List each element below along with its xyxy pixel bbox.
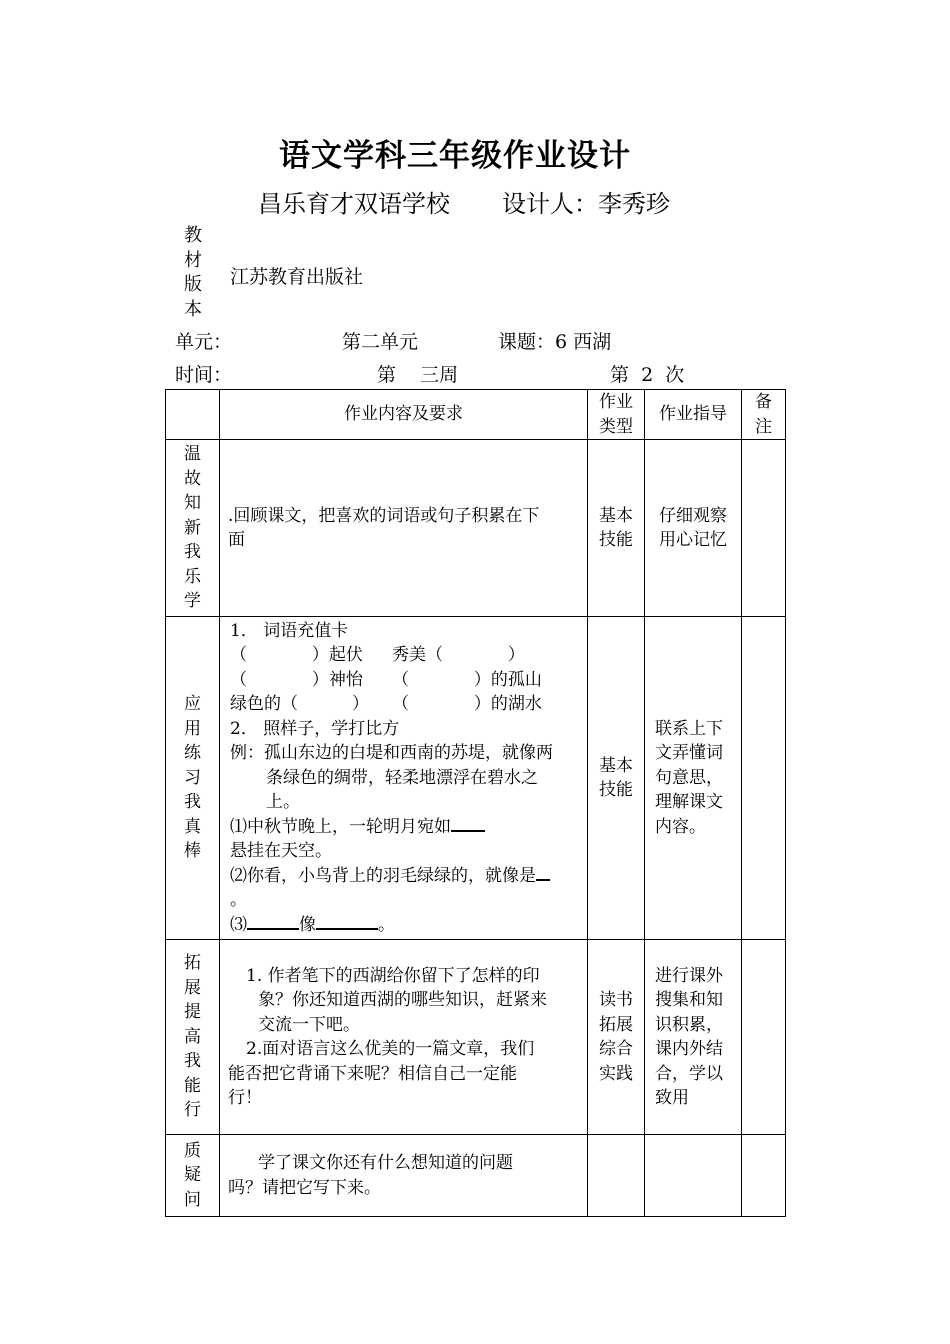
category-cell	[166, 617, 220, 940]
type-cell	[588, 440, 645, 617]
category-cell	[166, 1135, 220, 1217]
type-cell	[588, 940, 645, 1135]
header-note-line: 注	[755, 416, 772, 437]
header-content: 作业内容及要求	[220, 390, 588, 440]
designer: 设计人：李秀珍	[502, 190, 670, 218]
question-text: 。	[378, 914, 395, 935]
type-line: 读书	[599, 990, 633, 1010]
word-blank: 秀美（ ）	[392, 645, 525, 666]
question-line: 。	[230, 890, 247, 911]
unit-label: 单元：	[175, 331, 233, 353]
week: 第 三周	[377, 364, 459, 386]
question-text: 像	[299, 914, 316, 935]
category-char: 疑	[184, 1165, 201, 1186]
note-cell	[742, 940, 786, 1135]
word-blank: 绿色的（ ）	[230, 694, 370, 715]
header-note-line: 备	[755, 392, 772, 412]
category-char: 我	[184, 792, 201, 813]
table-row	[166, 617, 786, 940]
header-type-line: 类型	[599, 416, 633, 437]
category-char: 提	[184, 1002, 201, 1023]
note-cell	[742, 440, 786, 617]
guide-line: 识积累，	[655, 1014, 723, 1035]
guide-line: 用心记忆	[659, 530, 727, 550]
answer-blank	[536, 865, 550, 881]
type-line: 综合	[599, 1039, 633, 1059]
category-char: 故	[184, 468, 201, 489]
category-char: 知	[184, 493, 201, 514]
category-char: 新	[184, 517, 201, 538]
word-blank: （ ）的孤山	[392, 669, 542, 690]
word-line	[230, 643, 581, 668]
textbook-label	[183, 224, 203, 322]
answer-blank	[316, 914, 378, 930]
word-blank: （ ）神怡	[230, 669, 363, 690]
guide-line: 内容。	[655, 816, 706, 837]
content-line: 象？你还知道西湖的哪些知识，赶紧来	[258, 990, 547, 1010]
lesson-title: 课题：6 西湖	[498, 331, 612, 353]
header-guide: 作业指导	[645, 390, 742, 440]
example-line: 条绿色的绸带，轻柔地漂浮在碧水之	[266, 767, 538, 788]
guide-line: 联系上下	[655, 718, 723, 739]
content-cell	[220, 440, 588, 617]
table-row	[166, 940, 786, 1135]
type-cell	[588, 1135, 645, 1217]
category-char: 我	[184, 542, 201, 563]
content-cell	[220, 940, 588, 1135]
content-line: 1. 作者笔下的西湖给你留下了怎样的印	[246, 965, 540, 986]
label-char: 本	[184, 298, 202, 320]
category-char: 问	[184, 1189, 201, 1210]
category-char: 练	[184, 743, 201, 764]
question-line	[230, 913, 581, 938]
question-line: 悬挂在天空。	[230, 841, 332, 862]
header-note	[742, 390, 786, 440]
guide-line: 合，学以	[655, 1063, 723, 1084]
label-char: 材	[184, 249, 202, 271]
type-line: 技能	[599, 780, 633, 800]
type-line: 实践	[599, 1063, 633, 1084]
header-type	[588, 390, 645, 440]
guide-line: 搜集和知	[655, 990, 723, 1010]
question-text: ⑴中秋节晚上，一轮明月宛如	[230, 816, 451, 837]
category-cell	[166, 440, 220, 617]
count: 第 2 次	[610, 364, 685, 386]
guide-line: 课内外结	[655, 1039, 723, 1059]
homework-table	[165, 389, 786, 1217]
label-char: 版	[184, 274, 202, 295]
type-line: 基本	[599, 755, 633, 776]
page-title: 语文学科三年级作业设计	[279, 138, 631, 174]
guide-line: 句意思，	[655, 767, 723, 788]
content-cell	[220, 617, 588, 940]
category-char: 拓	[184, 953, 201, 974]
type-line: 拓展	[599, 1014, 633, 1035]
guide-line: 理解课文	[655, 792, 723, 813]
content-line: 吗？请把它写下来。	[228, 1177, 381, 1198]
category-char: 能	[184, 1075, 201, 1096]
guide-cell	[645, 940, 742, 1135]
category-char: 乐	[184, 566, 201, 587]
type-line: 基本	[599, 505, 633, 526]
category-char: 质	[184, 1140, 201, 1161]
guide-cell	[645, 1135, 742, 1217]
question-line	[230, 864, 581, 889]
category-char: 用	[184, 718, 201, 739]
content-cell	[220, 1135, 588, 1217]
answer-blank	[247, 914, 299, 930]
unit-value: 第二单元	[342, 331, 419, 353]
table-header-row	[166, 390, 786, 440]
exercise-heading: 2． 照样子，学打比方	[230, 718, 400, 739]
category-char: 习	[184, 767, 201, 788]
category-char: 棒	[184, 841, 201, 862]
example-line: 例：孤山东边的白堤和西南的苏堤，就像两	[230, 743, 553, 764]
category-char: 高	[184, 1026, 201, 1047]
guide-line: 仔细观察	[659, 505, 727, 526]
guide-line: 进行课外	[655, 965, 723, 986]
category-char: 应	[184, 694, 201, 715]
content-line: .回顾课文，把喜欢的词语或句子积累在下	[228, 505, 540, 526]
content-line: 行！	[228, 1088, 262, 1108]
word-line	[230, 668, 581, 693]
example-line: 上。	[266, 792, 300, 813]
school-name: 昌乐育才双语学校	[258, 190, 450, 218]
word-blank: （ ）起伏	[230, 645, 363, 666]
note-cell	[742, 1135, 786, 1217]
category-char: 真	[184, 816, 201, 837]
label-char: 教	[184, 225, 202, 246]
content-line: 面	[228, 530, 245, 550]
header-type-line: 作业	[599, 392, 633, 412]
textbook-publisher: 江苏教育出版社	[230, 266, 364, 288]
table-row	[166, 440, 786, 617]
category-char: 我	[184, 1051, 201, 1072]
category-char: 展	[184, 977, 201, 998]
word-line	[230, 692, 581, 717]
subtitle	[258, 184, 670, 219]
question-line	[230, 815, 581, 840]
header-blank-cell	[166, 390, 220, 440]
question-text: ⑵你看，小鸟背上的羽毛绿绿的，就像是	[230, 865, 536, 886]
category-cell	[166, 940, 220, 1135]
guide-line: 文弄懂词	[655, 743, 723, 764]
type-cell	[588, 617, 645, 940]
question-text: ⑶	[230, 914, 247, 935]
word-blank: （ ）的湖水	[392, 694, 542, 715]
category-char: 学	[184, 591, 201, 612]
note-cell	[742, 617, 786, 940]
content-line: 2.面对语言这么优美的一篇文章，我们	[246, 1039, 535, 1059]
guide-cell	[645, 617, 742, 940]
content-line: 学了课文你还有什么想知道的问题	[258, 1153, 513, 1173]
answer-blank	[451, 816, 485, 832]
guide-cell	[645, 440, 742, 617]
table-row	[166, 1135, 786, 1217]
content-line: 能否把它背诵下来呢？相信自己一定能	[228, 1063, 517, 1084]
guide-line: 致用	[655, 1088, 689, 1108]
category-char: 温	[184, 444, 201, 465]
time-label: 时间：	[175, 364, 233, 386]
exercise-heading: 1． 词语充值卡	[230, 620, 349, 641]
type-line: 技能	[599, 530, 633, 550]
category-char: 行	[184, 1100, 201, 1121]
content-line: 交流一下吧。	[258, 1014, 360, 1035]
